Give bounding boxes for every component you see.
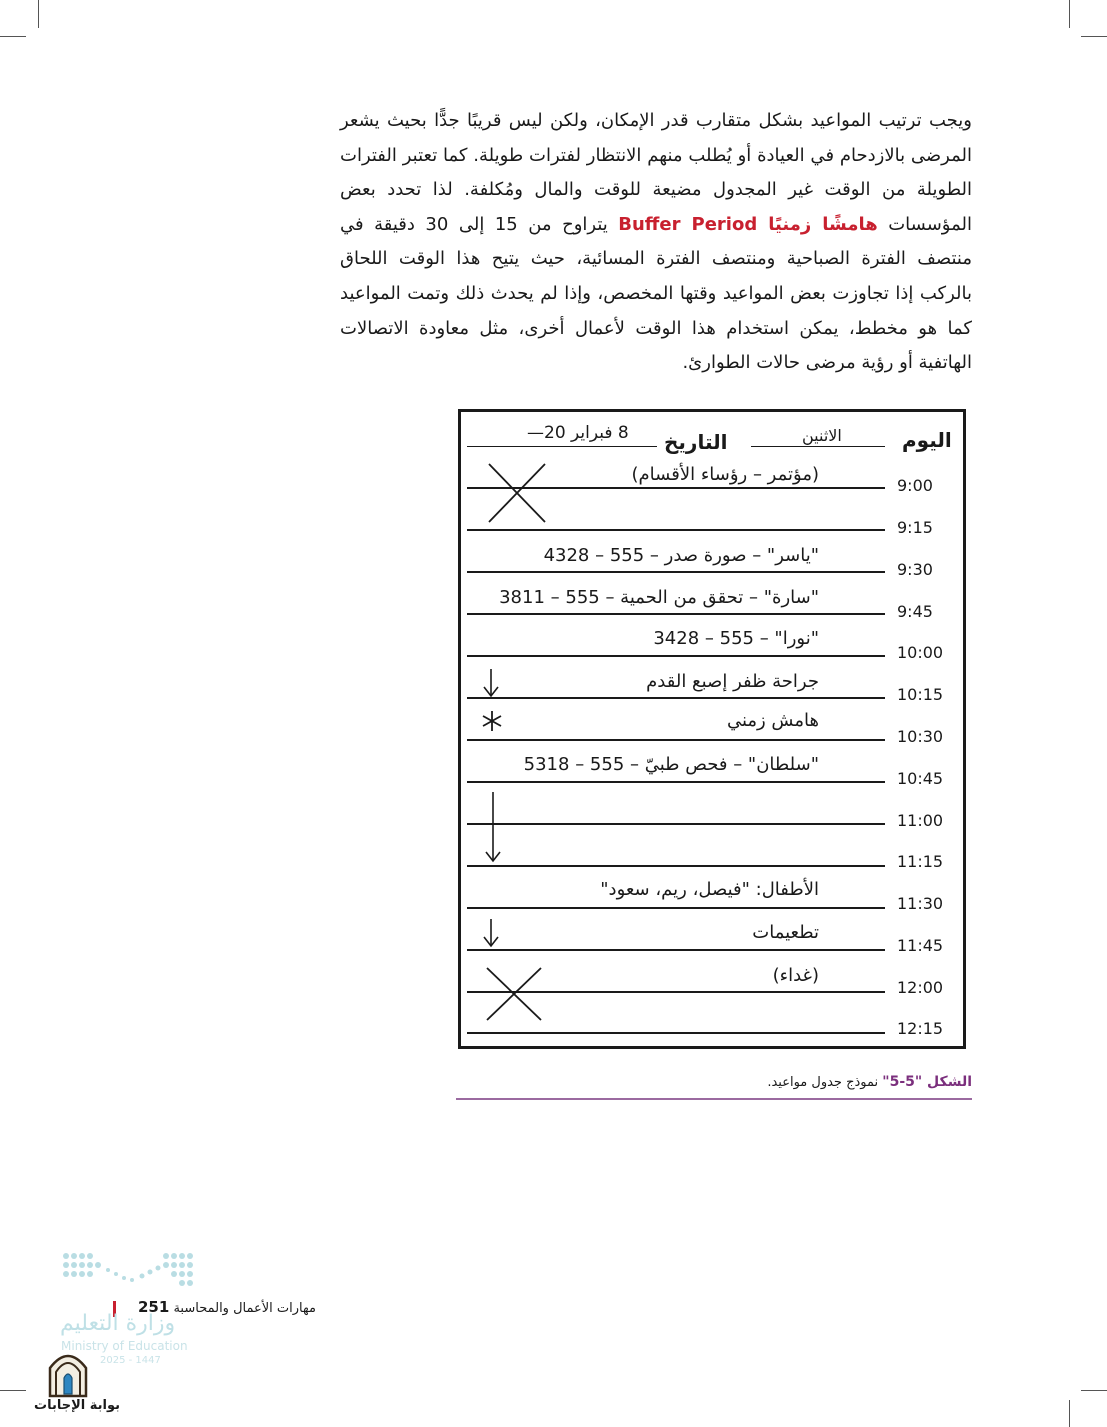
figure-label: الشكل "5-5": [882, 1074, 972, 1090]
time-label: 10:00: [897, 643, 944, 662]
crop-mark: [38, 0, 39, 28]
time-label: 9:00: [897, 476, 933, 495]
slot-line: [467, 781, 885, 783]
day-underline: [751, 446, 885, 447]
time-label: 9:45: [897, 602, 933, 621]
crop-mark: [1081, 36, 1107, 37]
buffer-period-highlight: هامشًا زمنيًا Buffer Period: [618, 213, 878, 235]
appointment-entry: (غداء): [772, 965, 819, 986]
slot-line: [467, 739, 885, 741]
slot-line: [467, 613, 885, 615]
slot-line: [467, 1032, 885, 1034]
figure-caption: [456, 1074, 972, 1090]
date-label: التاريخ: [664, 430, 728, 454]
time-label: 11:45: [897, 936, 944, 955]
slot-line: [467, 655, 885, 657]
star-icon: [481, 710, 503, 732]
slot-line: [467, 529, 885, 531]
paragraph-text-2: يتراوح من 15 إلى 30 دقيقة في منتصف الفترة الصباحية ومنتصف الفترة المسائية، حيث يتيح هذا الوقت اللحاق بالركب إذا تجاوزت بعض المواعيد وقتها المخصص، وإذا لم يحدث ذلك وتمت المواعيد كما هو مخطط، يمكن استخدام هذا الوقت لأعمال أخرى، مثل معاودة الاتصالات الهاتفية أو رؤية مرضى حالات الطوارئ.: [340, 213, 972, 374]
time-label: 9:15: [897, 518, 933, 537]
slot-line: [467, 907, 885, 909]
crop-mark: [0, 36, 26, 37]
slot-line: [467, 949, 885, 951]
appointment-entry: (مؤتمر – رؤساء الأقسام): [631, 464, 819, 485]
arrow-down-icon: [483, 790, 503, 864]
body-paragraph: [340, 104, 972, 381]
slot-line: [467, 865, 885, 867]
blocked-x-icon: [483, 964, 545, 1024]
slot-line: [467, 697, 885, 699]
site-name: بوابة الإجابات: [34, 1398, 120, 1413]
time-label: 9:30: [897, 560, 933, 579]
ministry-logo-icon: [62, 1252, 198, 1288]
time-label: 10:30: [897, 727, 944, 746]
slot-line: [467, 823, 885, 825]
ministry-name-ar: وزارة التعليم: [60, 1311, 176, 1336]
appointment-entry: "سلطان" – فحص طبيّ – 555 – 5318: [523, 754, 819, 775]
gate-logo-icon: [44, 1348, 92, 1398]
appointment-entry: جراحة ظفر إصبع القدم: [646, 671, 819, 692]
slot-line: [467, 571, 885, 573]
caption-divider: [456, 1098, 972, 1100]
date-underline: [467, 446, 657, 447]
crop-mark: [1081, 1390, 1107, 1391]
blocked-x-icon: [485, 460, 549, 526]
time-label: 11:15: [897, 852, 944, 871]
crop-mark: [0, 1390, 26, 1391]
arrow-down-icon: [481, 917, 501, 949]
day-label: اليوم: [902, 428, 952, 452]
day-value: الاثنين: [802, 426, 842, 445]
crop-mark: [1069, 1400, 1070, 1427]
appointment-entry: "سارة" – تحقق من الحمية – 555 – 3811: [499, 587, 819, 608]
time-label: 12:15: [897, 1019, 944, 1038]
book-title: مهارات الأعمال والمحاسبة: [173, 1301, 316, 1316]
appointment-schedule: [458, 409, 966, 1049]
time-label: 11:00: [897, 811, 944, 830]
appointment-entry: "ياسر" – صورة صدر – 555 – 4328: [543, 545, 819, 566]
time-label: 11:30: [897, 894, 944, 913]
date-value: 8 فبراير 20—: [527, 423, 629, 443]
caption-text: نموذج جدول مواعيد.: [767, 1075, 879, 1090]
appointment-entry: الأطفال: "فيصل، ريم، سعود": [600, 879, 819, 900]
page-number: 251: [138, 1298, 170, 1316]
time-label: 12:00: [897, 978, 944, 997]
time-label: 10:45: [897, 769, 944, 788]
appointment-entry: "نورا" – 555 – 3428: [653, 628, 819, 649]
ministry-name-en: Ministry of Education: [61, 1339, 188, 1353]
arrow-down-icon: [481, 667, 501, 699]
time-label: 10:15: [897, 685, 944, 704]
crop-mark: [1069, 0, 1070, 28]
edition-year: 2025 - 1447: [100, 1355, 161, 1366]
appointment-entry: تطعيمات: [752, 922, 819, 943]
buffer-entry: هامش زمني: [726, 710, 819, 731]
paragraph-text-1: ويجب ترتيب المواعيد بشكل متقارب قدر الإمكان، ولكن ليس قريبًا جدًّا بحيث يشعر المرضى بالازدحام في العيادة أو يُطلب منهم الانتظار لفترات طويلة. كما تعتبر الفترات الطويلة من الوقت غير المجدول مضيعة للوقت والمال ومُكلفة. لذا تحدد بعض المؤسسات: [340, 110, 972, 235]
